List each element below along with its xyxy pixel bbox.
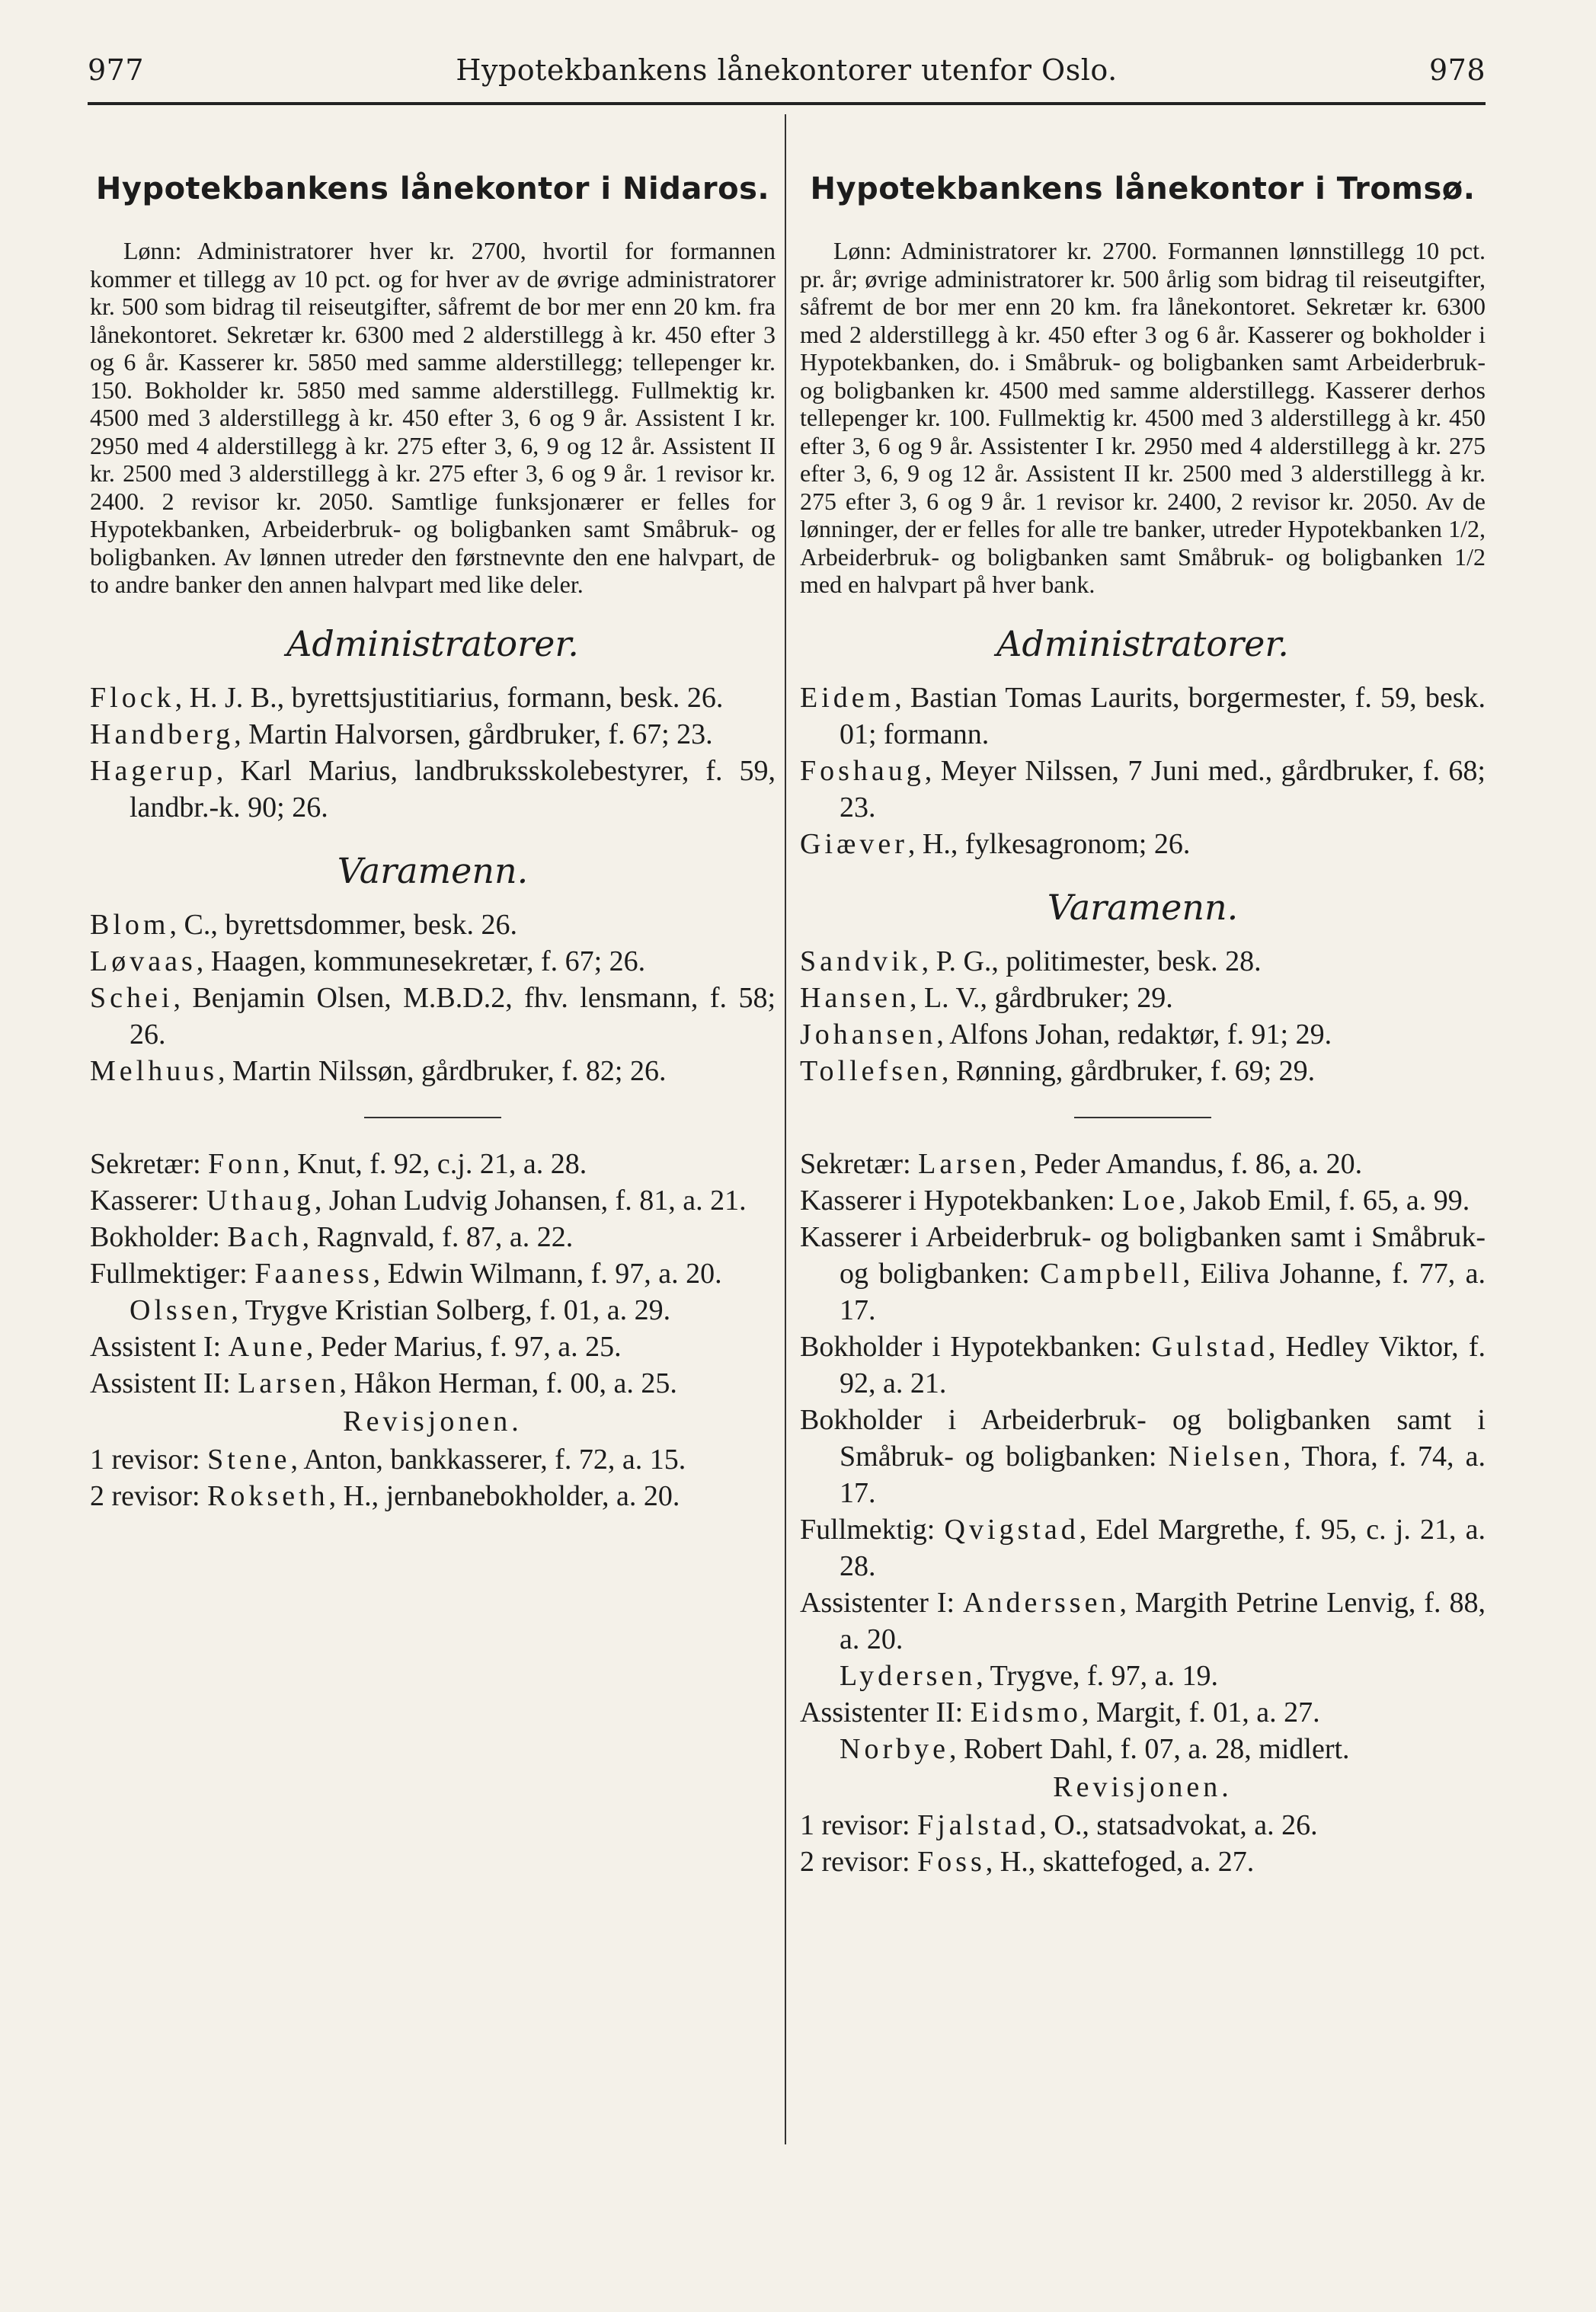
staff-entry: Olssen, Trygve Kristian Solberg, f. 01, a. 29.: [130, 1294, 671, 1326]
vara-heading: Varamenn.: [337, 849, 529, 891]
staff-entry: Assistent I: Aune, Peder Marius, f. 97, a. 25.: [90, 1330, 622, 1363]
column-divider: [785, 114, 786, 2144]
staff-entry: Kasserer: Uthaug, Johan Ludvig Johansen, f. 81, a. 21.: [90, 1184, 747, 1217]
admin-entry: Flock, H. J. B., byrettsjustitiarius, formann, besk. 26.: [90, 681, 724, 714]
admin-entry: Giæver, H., fylkesagronom; 26.: [800, 827, 1191, 860]
admin-heading: Administratorer.: [996, 622, 1289, 664]
vara-entry: Sandvik, P. G., politimester, besk. 28.: [800, 945, 1262, 977]
vara-entry: Løvaas, Haagen, kommunesekretær, f. 67; 26.: [90, 945, 646, 977]
staff-entry: Assistent II: Larsen, Håkon Herman, f. 00, a. 25.: [90, 1367, 677, 1399]
revisor-entry: 2 revisor: Foss, H., skattefoged, a. 27.: [800, 1845, 1255, 1878]
staff-entry: Kasserer i Arbeiderbruk- og boligbanken samt i Småbruk- og boligbanken: Campbell, Eiliva Johanne, f. 77, a. 17.: [800, 1220, 1486, 1326]
vara-entry: Hansen, L. V., gårdbruker; 29.: [800, 981, 1173, 1014]
page-header: [88, 53, 1486, 99]
revision-heading: Revisjonen.: [1053, 1770, 1233, 1803]
revisor-entry: 1 revisor: Fjalstad, O., statsadvokat, a. 26.: [800, 1808, 1318, 1841]
admin-entry: Hagerup, Karl Marius, landbruksskolebestyrer, f. 59, landbr.-k. 90; 26.: [90, 754, 776, 823]
vara-entry: Johansen, Alfons Johan, redaktør, f. 91; 29.: [800, 1018, 1332, 1050]
staff-entry: Sekretær: Larsen, Peder Amandus, f. 86, a. 20.: [800, 1147, 1363, 1180]
section-title: Hypotekbankens lånekontor i Tromsø.: [810, 171, 1476, 206]
section-divider: [364, 1117, 501, 1118]
salary-paragraph: Lønn: Administratorer hver kr. 2700, hvortil for formannen kommer et tillegg av 10 pct. og for hver av de øvrige administratorer kr. 500 som bidrag til reiseutgifter, såfremt de bor mer enn 20 km. fra lånekontoret. Sekretær kr. 6300 med 2 alderstillegg à kr. 450 efter 3 og 6 år. Kasserer kr. 5850 med samme alderstillegg; tellepenger kr. 150. Bokholder kr. 5850 med samme alderstillegg. Fullmektig kr. 4500 med 3 alderstillegg à kr. 450 efter 3, 6 og 9 år. Assistent I kr. 2950 med 4 alderstillegg à kr. 275 efter 3, 6, 9 og 12 år. Assistent II kr. 2500 med 3 alderstillegg à kr. 275 efter 3, 6 og 9 år. 1 revisor kr. 2400. 2 revisor kr. 2050. Samtlige funksjonærer er felles for Hypotekbanken, Arbeiderbruk- og boligbanken samt Småbruk- og boligbanken. Av lønnen utreder den førstnevnte den ene halvpart, de to andre banker den annen halvpart med like deler.: [90, 237, 776, 598]
header-rule: [88, 102, 1486, 105]
vara-entry: Schei, Benjamin Olsen, M.B.D.2, fhv. lensmann, f. 58; 26.: [90, 981, 776, 1050]
section-divider: [1074, 1117, 1211, 1118]
column-nidaros: [90, 171, 776, 1514]
running-title: Hypotekbankens lånekontorer utenfor Oslo.: [456, 53, 1118, 87]
salary-paragraph: Lønn: Administratorer kr. 2700. Formannen lønnstillegg 10 pct. pr. år; øvrige administratorer kr. 500 årlig som bidrag til reiseutgifter, såfremt de bor mer enn 20 km. fra lånekontoret. Sekretær kr. 6300 med 2 alderstillegg à kr. 450 efter 3 og 6 år. Kasserer og bokholder i Hypotekbanken, do. i Småbruk- og boligbanken samt Arbeiderbruk- og boligbanken kr. 4500 med samme alderstillegg. Kasserer derhos tellepenger kr. 100. Fullmektig kr. 4500 med 3 alderstillegg à kr. 450 efter 3, 6 og 9 år. Assistenter I kr. 2950 med 4 alderstillegg à kr. 275 efter 3, 6, 9 og 12 år. Assistent II kr. 2500 med 3 alderstillegg à kr. 275 efter 3, 6 og 9 år. 1 revisor kr. 2400, 2 revisor kr. 2050. Av de lønninger, der er felles for alle tre banker, utreder Hypotekbanken 1/2, Arbeiderbruk- og boligbanken samt Småbruk- og boligbanken 1/2 med en halvpart på hver bank.: [800, 237, 1486, 598]
admin-entry: Eidem, Bastian Tomas Laurits, borgermester, f. 59, besk. 01; formann.: [800, 681, 1486, 750]
staff-entry: Assistenter II: Eidsmo, Margit, f. 01, a. 27.: [800, 1696, 1320, 1728]
staff-entry: Bokholder i Arbeiderbruk- og boligbanken samt i Småbruk- og boligbanken: Nielsen, Thora, f. 74, a. 17.: [800, 1403, 1486, 1509]
staff-entry: Lydersen, Trygve, f. 97, a. 19.: [840, 1659, 1219, 1692]
section-title: Hypotekbankens lånekontor i Nidaros.: [95, 171, 770, 206]
admin-heading: Administratorer.: [286, 622, 579, 664]
vara-entry: Blom, C., byrettsdommer, besk. 26.: [90, 908, 518, 941]
column-tromso: [800, 171, 1486, 1880]
staff-entry: Norbye, Robert Dahl, f. 07, a. 28, midlert.: [840, 1732, 1350, 1765]
page-number-left: 977: [88, 53, 145, 87]
staff-entry: Kasserer i Hypotekbanken: Loe, Jakob Emil, f. 65, a. 99.: [800, 1184, 1470, 1217]
staff-entry: Bokholder: Bach, Ragnvald, f. 87, a. 22.: [90, 1220, 574, 1253]
staff-entry: Assistenter I: Anderssen, Margith Petrine Lenvig, f. 88, a. 20.: [800, 1586, 1486, 1655]
revisor-entry: 2 revisor: Rokseth, H., jernbanebokholder, a. 20.: [90, 1479, 680, 1512]
vara-heading: Varamenn.: [1047, 886, 1239, 928]
vara-entry: Melhuus, Martin Nilssøn, gårdbruker, f. 82; 26.: [90, 1054, 667, 1087]
revision-heading: Revisjonen.: [343, 1405, 523, 1437]
staff-entry: Fullmektig: Qvigstad, Edel Margrethe, f. 95, c. j. 21, a. 28.: [800, 1513, 1486, 1582]
staff-entry: Fullmektiger: Faaness, Edwin Wilmann, f. 97, a. 20.: [90, 1257, 722, 1290]
admin-entry: Foshaug, Meyer Nilssen, 7 Juni med., gårdbruker, f. 68; 23.: [800, 754, 1486, 823]
admin-entry: Handberg, Martin Halvorsen, gårdbruker, f. 67; 23.: [90, 718, 713, 750]
staff-entry: Bokholder i Hypotekbanken: Gulstad, Hedley Viktor, f. 92, a. 21.: [800, 1330, 1486, 1399]
page-number-right: 978: [1428, 53, 1486, 87]
staff-entry: Sekretær: Fonn, Knut, f. 92, c.j. 21, a. 28.: [90, 1147, 587, 1180]
revisor-entry: 1 revisor: Stene, Anton, bankkasserer, f. 72, a. 15.: [90, 1443, 686, 1476]
vara-entry: Tollefsen, Rønning, gårdbruker, f. 69; 29.: [800, 1054, 1316, 1087]
